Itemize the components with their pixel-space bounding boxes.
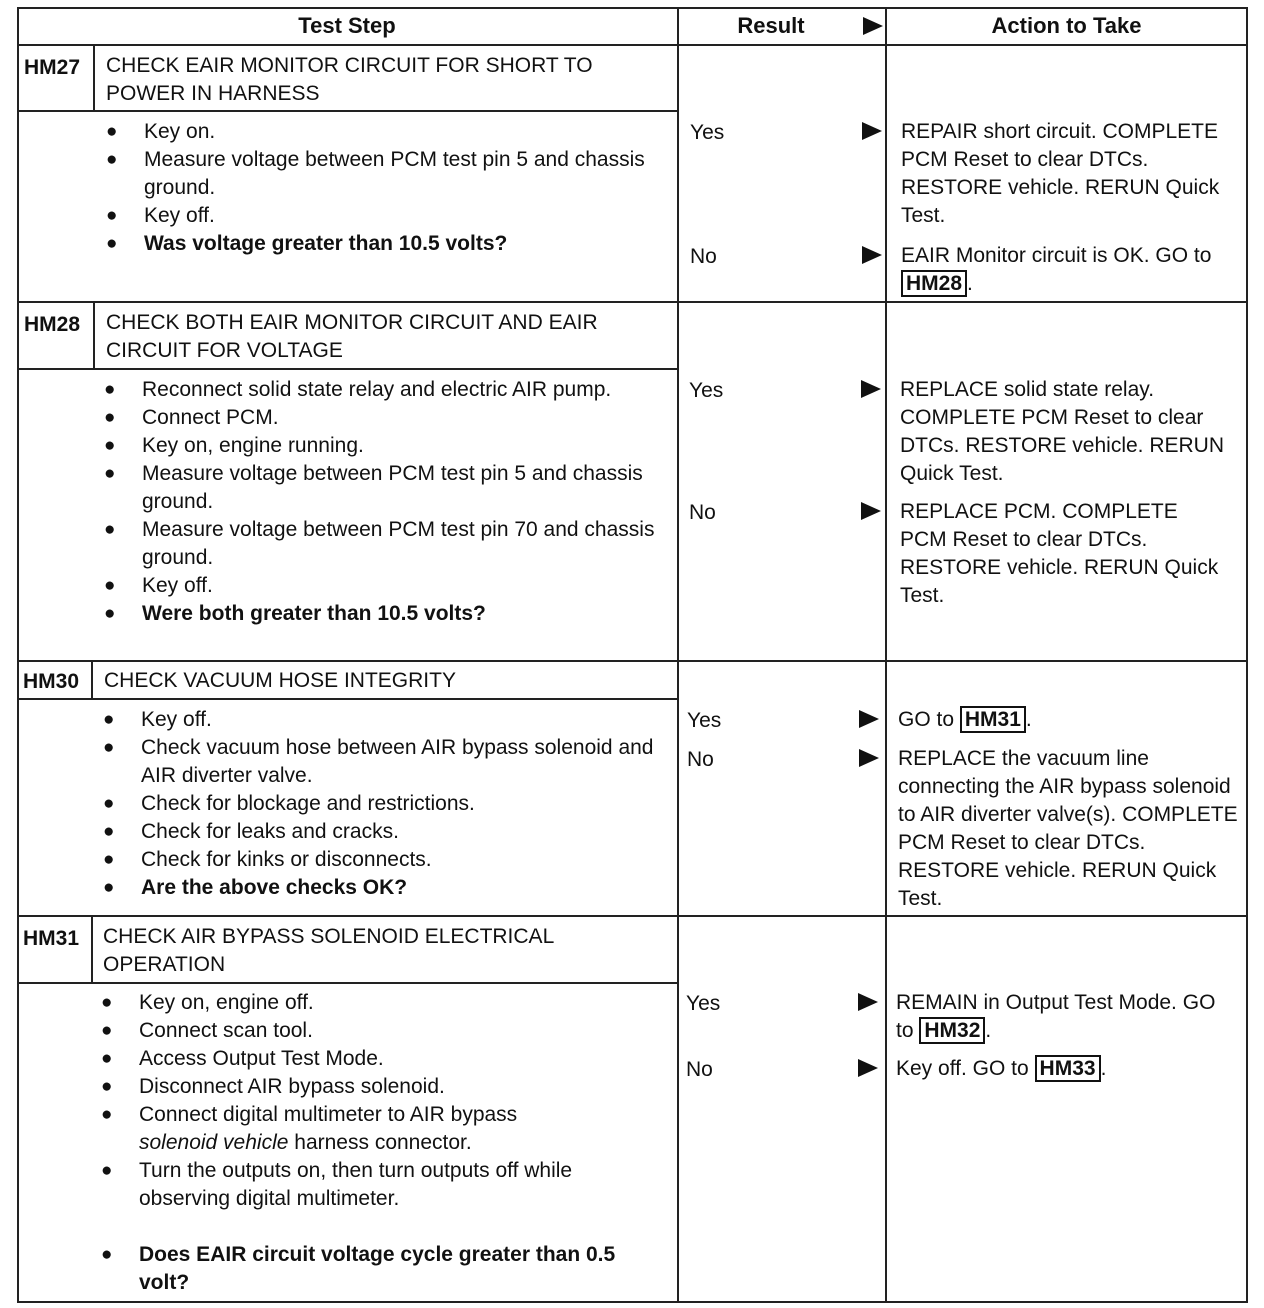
list-item: ● Measure voltage between PCM test pin 70 and chassis ground. [104,516,664,572]
list-item-question: ● Were both greater than 10.5 volts? [104,600,664,628]
title-rule [17,368,677,370]
code-divider [91,660,93,699]
list-item: ● Connect PCM. [104,404,664,432]
result-arrow-icon [859,710,879,728]
step-code: HM27 [24,56,81,79]
step-title: CHECK BOTH EAIR MONITOR CIRCUIT AND EAIR CIRCUIT FOR VOLTAGE [106,311,598,362]
list-item: ● Measure voltage between PCM test pin 5 and chassis ground. [106,146,666,202]
list-item: ● Access Output Test Mode. [101,1045,661,1073]
step-reference-link[interactable]: HM33 [1035,1055,1101,1082]
result-arrow-icon [862,246,882,264]
step-title: CHECK AIR BYPASS SOLENOID ELECTRICAL OPERATION [103,925,555,976]
result-no: No [689,501,716,524]
step-code: HM30 [23,670,80,693]
list-item: ● Key on. [106,118,666,146]
list-item: ● Check for leaks and cracks. [103,818,663,846]
header-result: Result [737,13,805,38]
list-item: ● Key off. [103,706,663,734]
step-reference-link[interactable]: HM31 [960,706,1026,733]
column-divider-result [677,7,679,1303]
result-arrow-icon [858,1059,878,1077]
action-text: REPAIR short circuit. COMPLETE PCM Reset to clear DTCs. RESTORE vehicle. RERUN Quick Test. [901,120,1220,227]
list-item: ● Check for blockage and restrictions. [103,790,663,818]
result-arrow-icon [859,749,879,767]
list-item: ● Connect digital multimeter to AIR bypass solenoid vehicle harness connector. [101,1101,661,1157]
row-divider [17,915,1248,917]
step-reference-link[interactable]: HM32 [919,1017,985,1044]
list-item: ● Check vacuum hose between AIR bypass solenoid and AIR diverter valve. [103,734,663,790]
action-text: REMAIN in Output Test Mode. GO to HM32 . [896,991,1216,1042]
list-item-question: ● Are the above checks OK? [103,874,663,902]
result-yes: Yes [690,121,725,144]
header-action: Action to Take [991,13,1142,38]
header-test-step: Test Step [298,13,396,38]
result-arrow-icon [862,122,882,140]
result-no: No [686,1058,713,1081]
step-checklist [104,376,664,628]
column-divider-action [885,7,887,1303]
result-yes: Yes [687,709,722,732]
step-title: CHECK VACUUM HOSE INTEGRITY [104,669,456,692]
list-item-question: ● Was voltage greater than 10.5 volts? [106,230,666,258]
step-checklist [106,118,666,258]
result-arrow-icon [858,993,878,1011]
action-text: REPLACE the vacuum line connecting the AIR bypass solenoid to AIR diverter valve(s). COMPLETE PCM Reset to clear DTCs. RESTORE vehicle. RERUN Quick Test. [898,747,1238,910]
step-checklist [103,706,663,902]
action-text: REPLACE solid state relay. COMPLETE PCM Reset to clear DTCs. RESTORE vehicle. RERUN Quick Test. [900,378,1225,485]
list-item: ● Key on, engine running. [104,432,664,460]
step-code: HM31 [23,927,80,950]
code-divider [93,301,95,369]
row-divider [17,660,1248,662]
result-arrow-icon [861,380,881,398]
result-no: No [687,748,714,771]
result-yes: Yes [689,379,724,402]
list-item: ● Key off. [106,202,666,230]
list-item: ● Connect scan tool. [101,1017,661,1045]
result-yes: Yes [686,992,721,1015]
action-text: GO to HM31 . [898,708,1032,731]
step-code: HM28 [24,313,81,336]
list-item: ● Reconnect solid state relay and electric AIR pump. [104,376,664,404]
action-text: Key off. GO to HM33 . [896,1057,1107,1080]
action-text: EAIR Monitor circuit is OK. GO to HM28 . [901,244,1212,295]
step-title: CHECK EAIR MONITOR CIRCUIT FOR SHORT TO POWER IN HARNESS [106,54,593,105]
row-divider [17,301,1248,303]
title-rule [17,110,677,112]
code-divider [91,915,93,983]
list-item-question: ● Does EAIR circuit voltage cycle greater than 0.5 volt? [101,1241,661,1297]
list-item: ● Measure voltage between PCM test pin 5 and chassis ground. [104,460,664,516]
code-divider [93,44,95,111]
title-rule [17,698,677,700]
list-item: ● Disconnect AIR bypass solenoid. [101,1073,661,1101]
result-no: No [690,245,717,268]
step-reference-link[interactable]: HM28 [901,270,967,297]
list-item: ● Key on, engine off. [101,989,661,1017]
header-arrow-icon [863,17,883,35]
header-rule [17,44,1248,46]
title-rule [17,982,677,984]
result-arrow-icon [861,502,881,520]
list-item: ● Key off. [104,572,664,600]
list-item: ● Check for kinks or disconnects. [103,846,663,874]
step-checklist [101,989,661,1297]
list-item: ● Turn the outputs on, then turn outputs off while observing digital multimeter. [101,1157,661,1213]
action-text: REPLACE PCM. COMPLETE PCM Reset to clear DTCs. RESTORE vehicle. RERUN Quick Test. [900,500,1219,607]
